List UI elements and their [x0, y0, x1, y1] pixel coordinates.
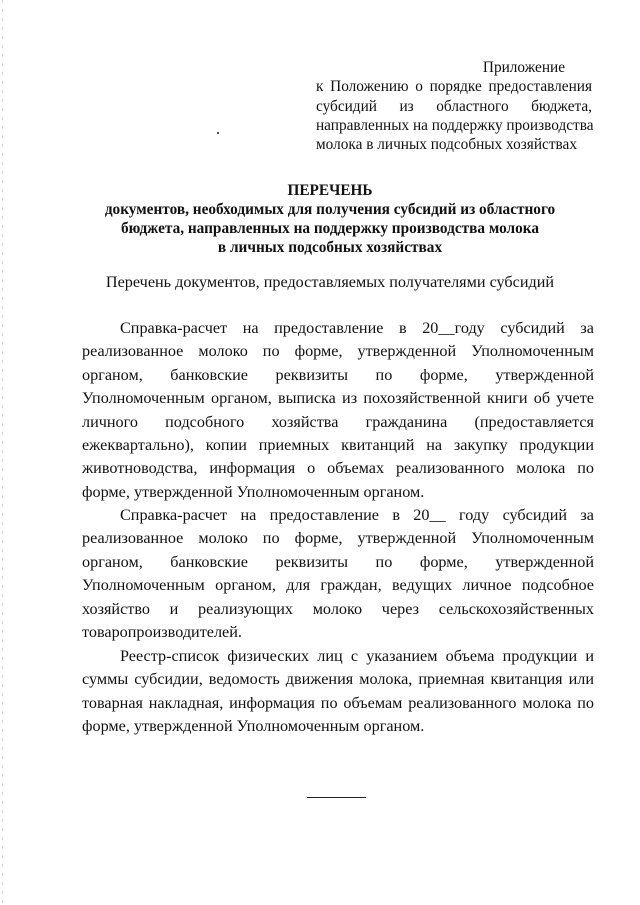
paragraph — [82, 504, 594, 644]
paragraph-line: личного подсобного хозяйства гражданина (предоставляется — [82, 412, 594, 431]
document-title — [60, 181, 600, 257]
paragraph-line: товарная накладная, информация по объемам реализованного молока по — [82, 693, 594, 712]
scan-edge — [2, 0, 3, 905]
paragraph-line: форме, утвержденной Уполномоченным органом. — [82, 482, 425, 501]
paragraph-line: Уполномоченным органом, для граждан, ведущих личное подсобное — [82, 576, 594, 595]
appendix-title: Приложение — [482, 59, 565, 76]
paragraph-line: Справка-расчет на предоставление в 20__году субсидий за — [120, 319, 594, 337]
title-line: документов, необходимых для получения субсидий из областного — [104, 201, 556, 218]
paragraph-line: органом, банковские реквизиты по форме, утвержденной — [82, 365, 594, 384]
paragraph-line: Уполномоченным органом, выписка из похозяйственной книги об учете — [82, 389, 594, 408]
paragraph-line: органом, банковские реквизиты по форме, утвержденной — [82, 552, 594, 571]
appendix-line: субсидий из областного бюджета, — [316, 97, 592, 115]
scan-speck — [217, 132, 219, 134]
paragraph — [82, 317, 594, 504]
paragraph-line: реализованное молоко по форме, утвержденной Уполномоченным — [82, 529, 594, 548]
appendix-line: направленных на поддержку производства — [316, 116, 594, 134]
paragraph-line: товаропроизводителей. — [82, 623, 242, 642]
paragraph-line: ежеквартально), копии приемных квитанций на закупку продукции — [82, 436, 594, 455]
paragraph-line: реализованное молоко по форме, утвержденной Уполномоченным — [82, 342, 594, 361]
title-heading: ПЕРЕЧЕНЬ — [287, 182, 373, 199]
paragraph-line: форме, утвержденной Уполномоченным органом. — [82, 717, 425, 736]
paragraph-line: Реестр-список физических лиц с указанием объема продукции и — [120, 647, 594, 665]
title-line: бюджета, направленных на поддержку производства молока — [120, 220, 540, 237]
paragraph-line: животноводства, информация о объемах реализованного молока по — [82, 459, 594, 478]
paragraph-line: хозяйство и реализующих молоко через сельскохозяйственных — [82, 599, 594, 618]
appendix-line: молока в личных подсобных хозяйствах — [316, 136, 577, 154]
section-subtitle: Перечень документов, предоставляемых получателями субсидий — [105, 273, 555, 291]
paragraph-line: суммы субсидии, ведомость движения молока, приемная квитанция или — [82, 670, 594, 689]
appendix-line: к Положению о порядке предоставления — [316, 78, 592, 96]
closing-rule — [307, 797, 366, 798]
title-line: в личных подсобных хозяйствах — [217, 239, 443, 256]
paragraph-line: Справка-расчет на предоставление в 20__ году субсидий за — [120, 506, 594, 524]
appendix-block — [316, 58, 592, 154]
paragraph — [82, 645, 594, 739]
